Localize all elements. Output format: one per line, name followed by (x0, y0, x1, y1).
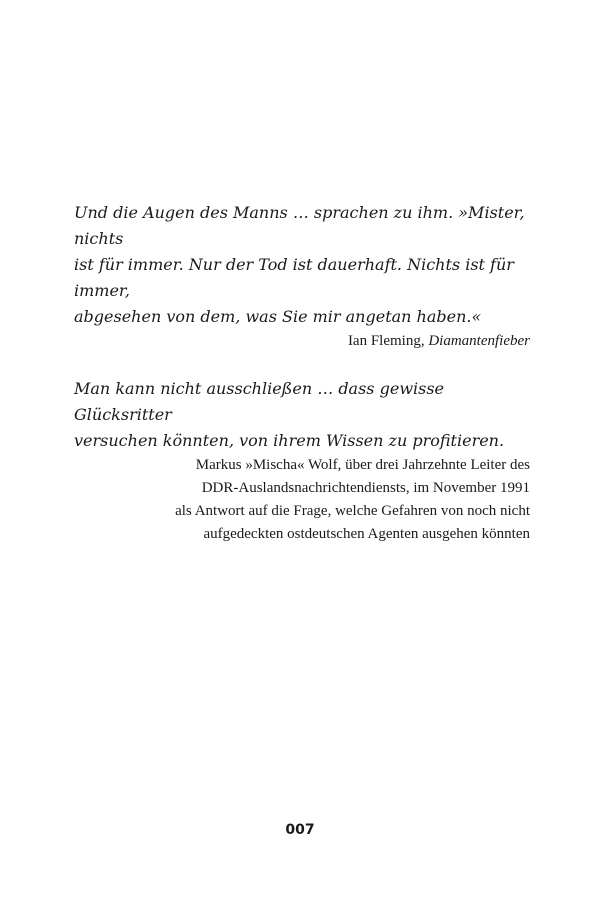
attribution-author: Ian Fleming, (347, 333, 429, 349)
page-number: 007 (285, 822, 315, 838)
epigraph-wolf (74, 376, 530, 546)
attribution-source-title: Diamantenfieber (428, 333, 530, 349)
epigraph-quote: Und die Augen des Manns … sprachen zu ihm. »Mister, nichts ist für immer. Nur der Tod ist dauerhaft. Nichts ist für immer, abgesehen von dem, was Sie mir angetan haben.« (74, 203, 525, 326)
epigraph-attribution (74, 330, 530, 353)
epigraph-fleming (74, 200, 530, 353)
epigraph-attribution: Markus »Mischa« Wolf, über drei Jahrzehnte Leiter des DDR-Auslandsnachrichtendiensts, im November 1991 als Antwort auf die Frage, welche Gefahren von noch nicht aufgedeckten ostdeutschen Agenten ausgehen könnten (175, 457, 530, 542)
epigraph-quote: Man kann nicht ausschließen … dass gewisse Glücksritter versuchen könnten, von ihrem Wissen zu profitieren. (74, 379, 505, 450)
